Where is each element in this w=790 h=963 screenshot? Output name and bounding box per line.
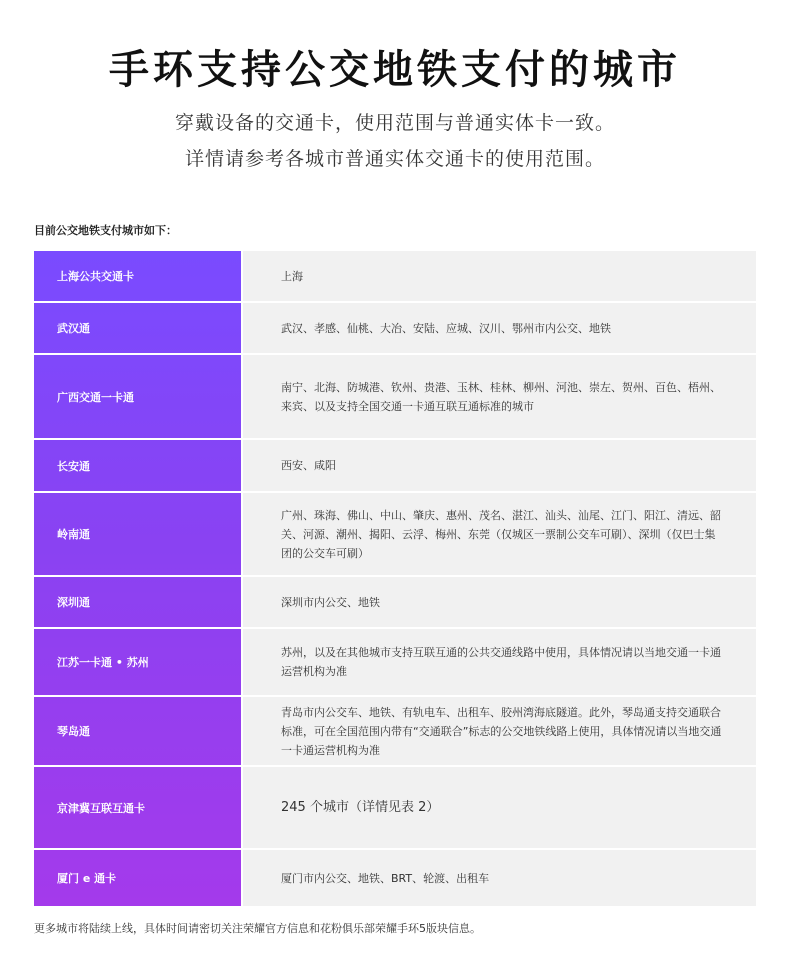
card-area: 苏州，以及在其他城市支持互联互通的公共交通线路中使用，具体情况请以当地交通一卡通运营机构为准 xyxy=(243,629,756,695)
card-name: 岭南通 xyxy=(34,493,243,575)
table-row xyxy=(34,493,756,577)
card-name: 广西交通一卡通 xyxy=(34,355,243,438)
table-row xyxy=(34,850,756,906)
card-area: 深圳市内公交、地铁 xyxy=(243,577,756,627)
table-row xyxy=(34,577,756,629)
table-row xyxy=(34,697,756,767)
table-row xyxy=(34,303,756,355)
city-table xyxy=(34,251,756,906)
table-row xyxy=(34,355,756,440)
card-name: 深圳通 xyxy=(34,577,243,627)
card-area: 245 个城市（详情见表 2） xyxy=(243,767,756,848)
card-area: 上海 xyxy=(243,251,756,301)
card-area: 厦门市内公交、地铁、BRT、轮渡、出租车 xyxy=(243,850,756,906)
card-area: 南宁、北海、防城港、钦州、贵港、玉林、桂林、柳州、河池、崇左、贺州、百色、梧州、来宾、以及支持全国交通一卡通互联互通标准的城市 xyxy=(243,355,756,438)
card-name: 厦门 e 通卡 xyxy=(34,850,243,906)
table-row xyxy=(34,767,756,850)
subtitle-line-2: 详情请参考各城市普通实体交通卡的使用范围。 xyxy=(184,148,605,170)
card-area: 西安、咸阳 xyxy=(243,440,756,491)
table-row xyxy=(34,251,756,303)
card-name: 琴岛通 xyxy=(34,697,243,765)
footnote: 更多城市将陆续上线，具体时间请密切关注荣耀官方信息和花粉俱乐部荣耀手环5版块信息。 xyxy=(34,922,481,935)
page-title: 手环支持公交地铁支付的城市 xyxy=(109,47,681,93)
card-name: 长安通 xyxy=(34,440,243,491)
list-caption: 目前公交地铁支付城市如下： xyxy=(34,224,177,237)
card-name: 京津冀互联互通卡 xyxy=(34,767,243,848)
card-name: 上海公共交通卡 xyxy=(34,251,243,301)
card-area: 广州、珠海、佛山、中山、肇庆、惠州、茂名、湛江、汕头、汕尾、江门、阳江、清远、韶关、河源、潮州、揭阳、云浮、梅州、东莞（仅城区一票制公交车可刷）、深圳（仅巴士集团的公交车可刷） xyxy=(243,493,756,575)
table-row xyxy=(34,440,756,493)
card-name: 武汉通 xyxy=(34,303,243,353)
card-area: 青岛市内公交车、地铁、有轨电车、出租车、胶州湾海底隧道。此外，琴岛通支持交通联合标准，可在全国范围内带有“交通联合”标志的公交地铁线路上使用，具体情况请以当地交通一卡通运营机构为准 xyxy=(243,697,756,765)
card-area: 武汉、孝感、仙桃、大冶、安陆、应城、汉川、鄂州市内公交、地铁 xyxy=(243,303,756,353)
card-name: 江苏一卡通 • 苏州 xyxy=(34,629,243,695)
subtitle-line-1: 穿戴设备的交通卡，使用范围与普通实体卡一致。 xyxy=(174,112,615,134)
table-row xyxy=(34,629,756,697)
